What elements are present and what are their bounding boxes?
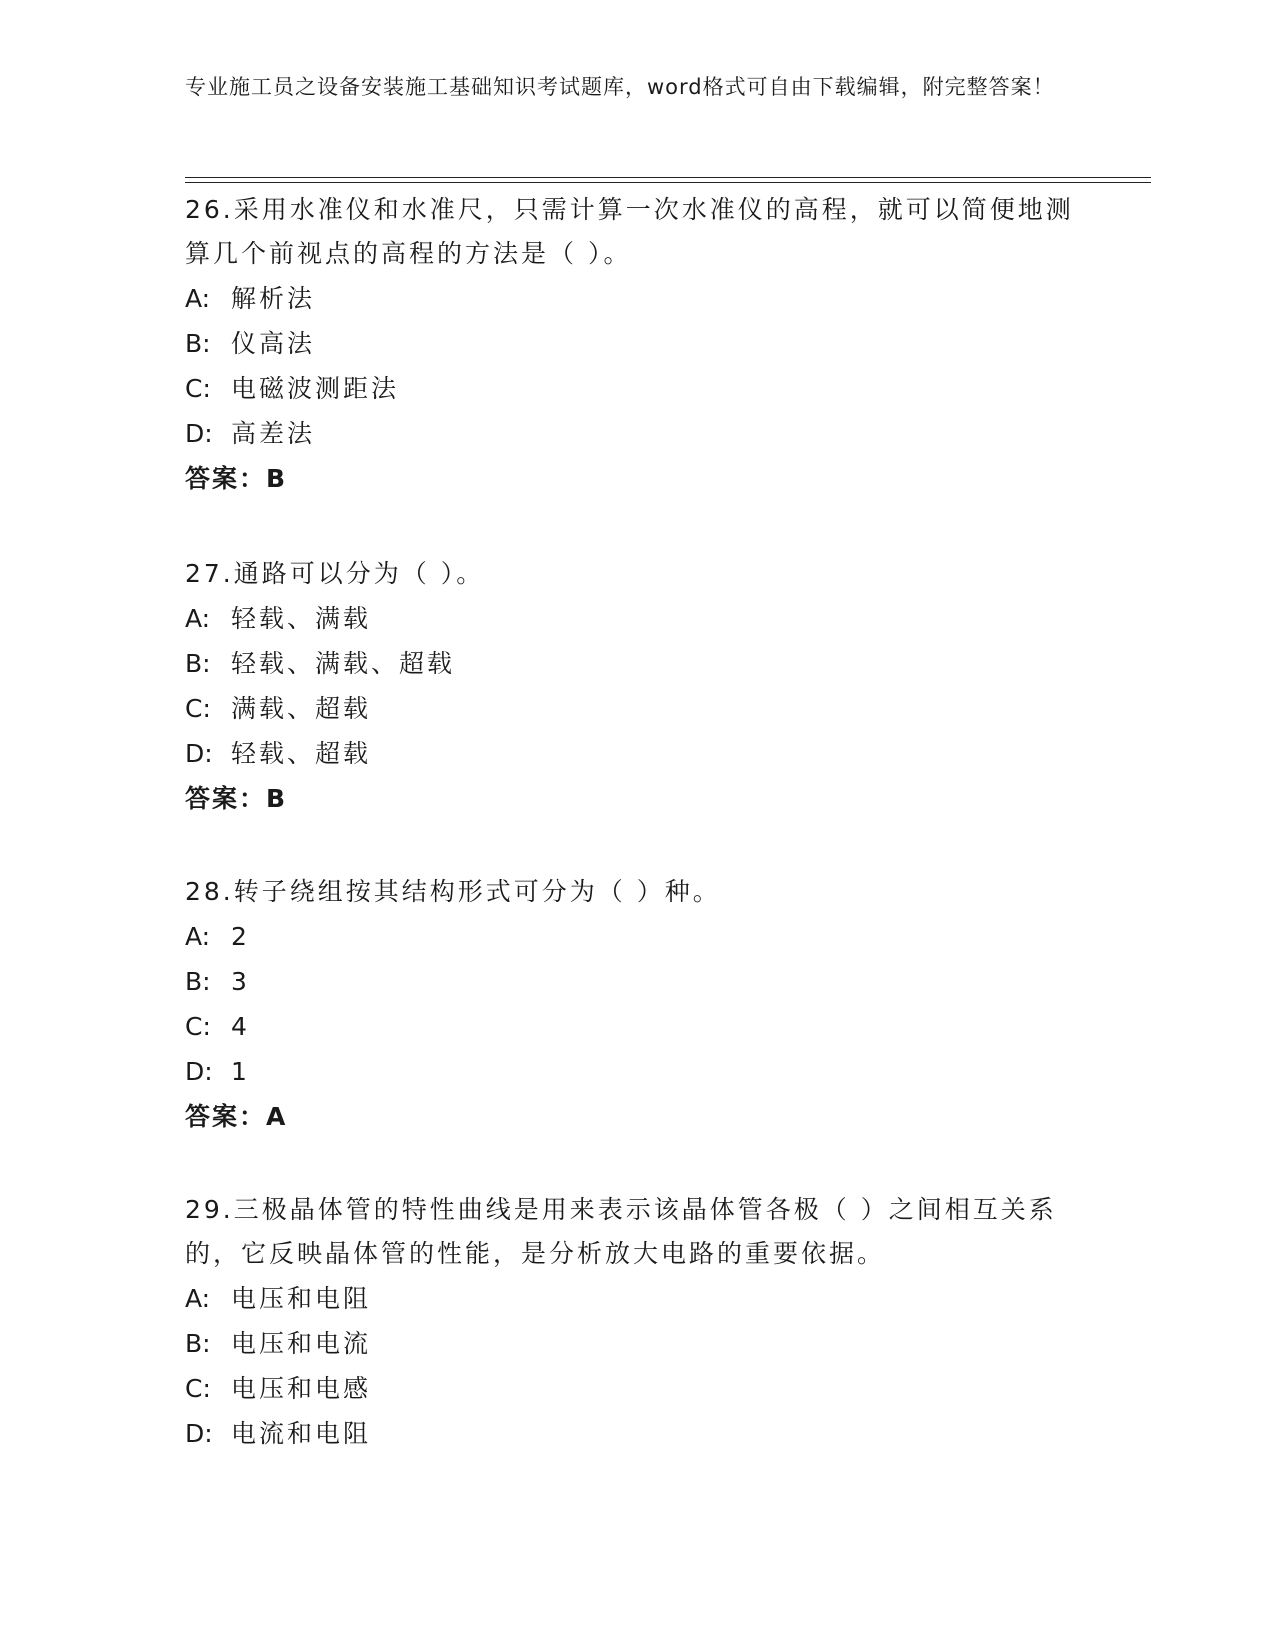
option-text: 3 <box>231 967 250 996</box>
option-text: 满载、超载 <box>231 694 372 723</box>
option-c <box>185 686 1085 731</box>
question-29 <box>185 1188 1085 1456</box>
option-letter: D: <box>185 419 213 448</box>
option-a <box>185 596 1085 641</box>
option-letter: B: <box>185 649 211 678</box>
option-letter: C: <box>185 694 211 723</box>
option-b <box>185 1321 1085 1366</box>
option-text: 电压和电流 <box>231 1329 372 1358</box>
option-letter: A: <box>185 284 211 313</box>
option-text: 电流和电阻 <box>231 1419 372 1448</box>
option-d <box>185 411 1085 456</box>
option-letter: C: <box>185 1374 211 1403</box>
document-header: 专业施工员之设备安装施工基础知识考试题库，word格式可自由下载编辑，附完整答案！ <box>185 75 1055 99</box>
answer-text: 答案：B <box>185 464 288 493</box>
header-divider-top <box>185 177 1151 178</box>
option-c <box>185 1004 1085 1049</box>
option-letter: C: <box>185 1012 211 1041</box>
option-b <box>185 641 1085 686</box>
answer-text: 答案：A <box>185 1102 288 1131</box>
question-26 <box>185 188 1085 501</box>
question-27 <box>185 552 1085 821</box>
option-text: 高差法 <box>231 419 316 448</box>
option-text: 电压和电阻 <box>231 1284 372 1313</box>
option-d <box>185 1049 1085 1094</box>
option-letter: A: <box>185 604 211 633</box>
answer-text: 答案：B <box>185 784 288 813</box>
option-text: 2 <box>231 922 250 951</box>
option-c <box>185 1366 1085 1411</box>
option-text: 解析法 <box>231 284 316 313</box>
option-text: 轻载、满载、超载 <box>231 649 456 678</box>
option-letter: C: <box>185 374 211 403</box>
option-text: 1 <box>231 1057 250 1086</box>
option-a <box>185 914 1085 959</box>
question-stem: 28.转子绕组按其结构形式可分为（ ）种。 <box>185 877 721 906</box>
option-d <box>185 1411 1085 1456</box>
option-text: 4 <box>231 1012 250 1041</box>
question-stem: 27.通路可以分为（ ）。 <box>185 559 485 588</box>
header-divider-bottom <box>185 182 1151 183</box>
option-text: 轻载、超载 <box>231 739 372 768</box>
option-letter: B: <box>185 1329 211 1358</box>
option-letter: A: <box>185 922 211 951</box>
option-b <box>185 321 1085 366</box>
option-letter: D: <box>185 1057 213 1086</box>
question-28 <box>185 870 1085 1139</box>
option-text: 轻载、满载 <box>231 604 372 633</box>
option-a <box>185 1276 1085 1321</box>
option-letter: D: <box>185 1419 213 1448</box>
option-text: 电磁波测距法 <box>231 374 400 403</box>
option-c <box>185 366 1085 411</box>
question-stem: 29.三极晶体管的特性曲线是用来表示该晶体管各极（ ）之间相互关系的，它反映晶体管的性能，是分析放大电路的重要依据。 <box>185 1195 1057 1268</box>
option-text: 电压和电感 <box>231 1374 372 1403</box>
option-text: 仪高法 <box>231 329 316 358</box>
option-letter: B: <box>185 967 211 996</box>
option-letter: B: <box>185 329 211 358</box>
option-d <box>185 731 1085 776</box>
option-b <box>185 959 1085 1004</box>
option-letter: D: <box>185 739 213 768</box>
option-letter: A: <box>185 1284 211 1313</box>
question-stem: 26.采用水准仪和水准尺，只需计算一次水准仪的高程，就可以简便地测算几个前视点的高程的方法是（ ）。 <box>185 195 1074 268</box>
option-a <box>185 276 1085 321</box>
